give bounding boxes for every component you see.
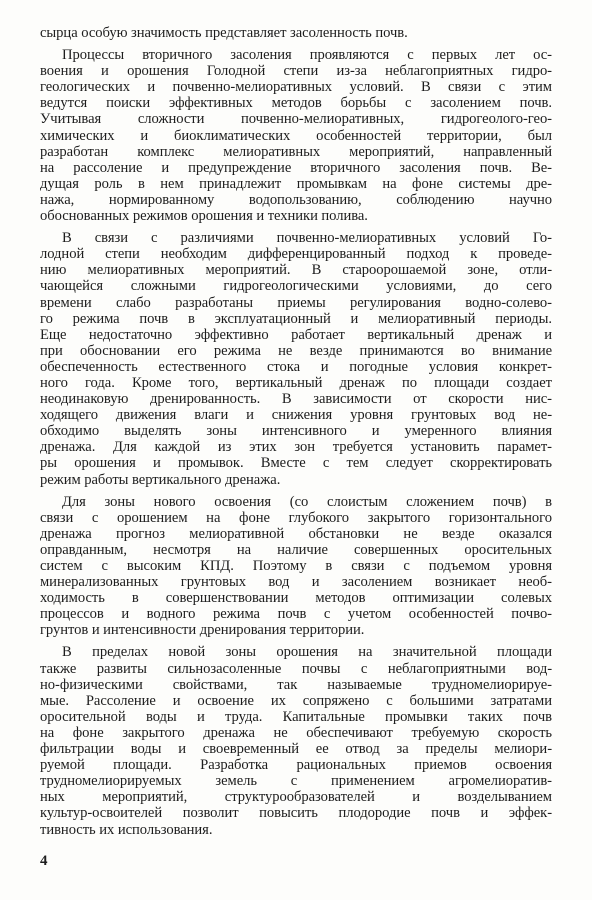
text-line: обоснованных режимов орошения и техники полива. xyxy=(40,208,368,225)
text-line: но-физическими свойствами, так называемые трудномелиорируе- xyxy=(40,676,552,693)
text-line: го режима почв в эксплуатационный и мелиоративный периоды. xyxy=(40,310,552,327)
text-line: режим работы вертикального дренажа. xyxy=(40,471,281,488)
text-line: нажа, нормированному водопользованию, соблюдению научно xyxy=(40,191,552,208)
text-line: Процессы вторичного засоления проявляются с первых лет ос- xyxy=(62,47,552,64)
paragraph xyxy=(40,644,552,837)
text-line: сырца особую значимость представляет засоленность почв. xyxy=(40,25,408,41)
text-line: на рассоление и предупреждение вторичного засоления почв. Ве- xyxy=(40,159,552,176)
text-line: грунтов и интенсивности дренирования территории. xyxy=(40,622,365,639)
page-number: 4 xyxy=(40,853,48,869)
text-line: химических и биоклиматических особенностей территории, был xyxy=(40,127,552,144)
text-line: геологических и почвенно-мелиоративных условий. В связи с этим xyxy=(40,79,552,96)
paragraph xyxy=(40,230,552,488)
text-line: оправданным, несмотря на наличие совершенных оросительных xyxy=(40,541,552,558)
text-line: Еще недостаточно эффективно работает вертикальный дренаж и xyxy=(40,326,552,343)
text-line: оросительной воды и труда. Капитальные промывки таких почв xyxy=(40,708,552,725)
text-line: неодинаковую дренированность. В зависимости от скорости нис- xyxy=(40,391,552,408)
text-line: обходимо выделять зоны интенсивного и умеренного влияния xyxy=(40,423,552,440)
text-line: разработан комплекс мелиоративных мероприятий, направленный xyxy=(40,143,552,160)
text-line: трудномелиорируемых земель с применением агромелиоратив- xyxy=(40,773,552,790)
text-line: связи с орошением на фоне глубокого закрытого горизонтального xyxy=(40,509,552,526)
paragraph xyxy=(40,25,552,41)
text-line: ведутся поиски эффективных методов борьбы с засолением почв. xyxy=(40,95,552,112)
text-line: на фоне закрытого дренажа не обеспечивают требуемую скорость xyxy=(40,724,552,741)
text-line: культур-освоителей позволит повысить плодородие почв и эффек- xyxy=(40,805,552,822)
text-line: В пределах новой зоны орошения на значительной площади xyxy=(62,644,552,661)
text-line: руемой площади. Разработка рациональных приемов освоения xyxy=(40,757,552,774)
text-line: воения и орошения Голодной степи из-за неблагоприятных гидро- xyxy=(40,63,552,80)
text-line: ходимость в совершенствовании методов оптимизации солевых xyxy=(40,590,552,607)
paragraph xyxy=(40,47,552,224)
text-line: ных мероприятий, структурообразователей и возделыванием xyxy=(40,789,552,806)
text-line: ры орошения и промывок. Вместе с тем следует скорректировать xyxy=(40,455,552,472)
text-line: минерализованных грунтовых вод и засолением возникает необ- xyxy=(40,574,552,591)
text-line: мые. Рассоление и освоение их сопряжено с большими затратами xyxy=(40,692,552,709)
text-line: дренажа прогноз мелиоративной обстановки не везде оказался xyxy=(40,525,552,542)
text-line: дущая роль в нем принадлежит промывкам на фоне системы дре- xyxy=(40,175,552,192)
text-line: также развиты сильнозасоленные почвы с неблагоприятными вод- xyxy=(40,660,552,677)
text-line: при обосновании его режима не везде принимаются во внимание xyxy=(40,342,552,359)
text-line: тивность их использования. xyxy=(40,821,213,838)
text-line: систем с высоким КПД. Поэтому в связи с подъемом уровня xyxy=(40,558,552,574)
text-line: ходящего движения влаги и снижения уровня грунтовых вод не- xyxy=(40,407,552,424)
text-line: времени слабо разработаны приемы регулирования водно-солево- xyxy=(40,294,552,311)
text-line: дренажа. Для каждой из этих зон требуется установить парамет- xyxy=(40,439,552,456)
text-line: Учитывая сложности почвенно-мелиоративных, гидрогеолого-гео- xyxy=(40,111,552,128)
text-line: Для зоны нового освоения (со слоистым сложением почв) в xyxy=(62,493,552,510)
text-line: нию мелиоративных мероприятий. В староорошаемой зоне, отли- xyxy=(40,262,552,279)
text-line: ного года. Кроме того, вертикальный дренаж по площади создает xyxy=(40,374,552,391)
document-body xyxy=(40,25,552,838)
paragraph xyxy=(40,494,552,639)
text-line: процессов и водного режима почв с учетом особенностей почво- xyxy=(40,606,552,623)
text-line: чающейся сложными гидрогеологическими условиями, до сего xyxy=(40,278,552,295)
text-line: лодной степи необходим дифференцированный подход к проведе- xyxy=(40,246,552,263)
text-line: обеспеченность естественного стока и погодные условия конкрет- xyxy=(40,358,552,375)
text-line: В связи с различиями почвенно-мелиоративных условий Го- xyxy=(62,230,552,247)
text-line: фильтрации воды и своевременный ее отвод за пределы мелиори- xyxy=(40,741,552,758)
